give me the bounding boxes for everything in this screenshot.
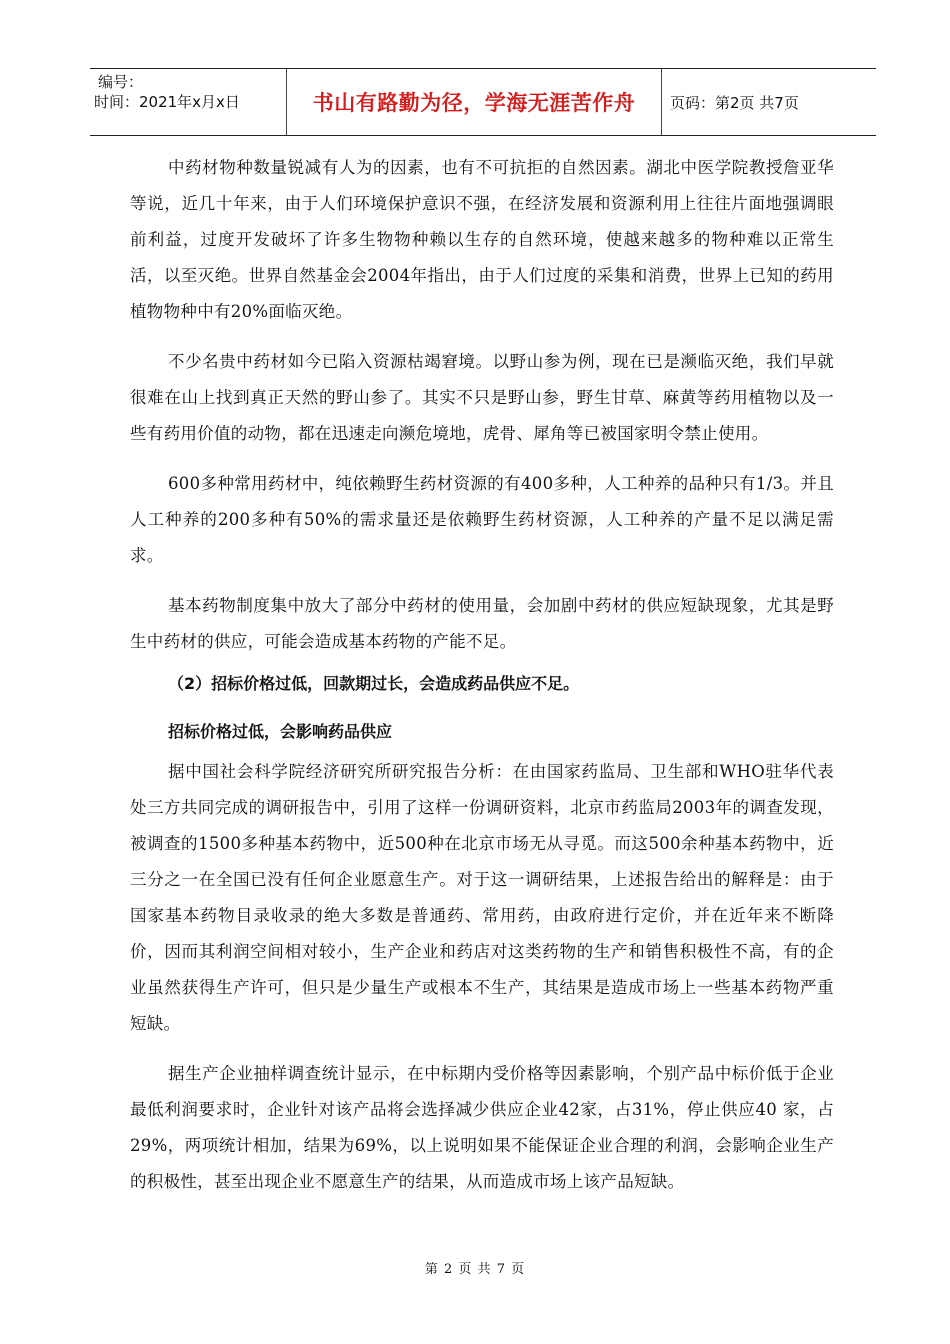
header-meta-cell xyxy=(90,69,287,135)
document-body xyxy=(130,150,834,1200)
section-heading: （2）招标价格过低，回款期过长，会造成药品供应不足。 xyxy=(168,674,580,693)
body-paragraph: 据中国社会科学院经济研究所研究报告分析：在由国家药监局、卫生部和WHO驻华代表处三方共同完成的调研报告中，引用了这样一份调研资料，北京市药监局2003年的调查发现，被调查的1500多种基本药物中，近500种在北京市场无从寻觅。而这500余种基本药物中，近三分之一在全国已没有任何企业愿意生产。对于这一调研结果，上述报告给出的解释是：由于国家基本药物目录收录的绝大多数是普通药、常用药，由政府进行定价，并在近年来不断降价，因而其利润空间相对较小，生产企业和药店对这类药物的生产和销售积极性不高，有的企业虽然获得生产许可，但只是少量生产或根本不生产，其结果是造成市场上一些基本药物严重短缺。 xyxy=(130,762,834,1033)
document-date-label: 时间：2021年x月x日 xyxy=(94,93,240,111)
header-page-cell xyxy=(662,69,876,135)
header-motto: 书山有路勤为径，学海无涯苦作舟 xyxy=(312,91,636,115)
body-paragraph: 不少名贵中药材如今已陷入资源枯竭窘境。以野山参为例，现在已是濒临灭绝，我们早就很难在山上找到真正天然的野山参了。其实不只是野山参，野生甘草、麻黄等药用植物以及一些有药用价值的动物，都在迅速走向濒危境地，虎骨、犀角等已被国家明令禁止使用。 xyxy=(130,352,834,443)
page-footer: 第 2 页 共 7 页 xyxy=(424,1262,526,1277)
page-header xyxy=(90,68,876,136)
document-number-label: 编号： xyxy=(98,73,144,91)
body-paragraph: 基本药物制度集中放大了部分中药材的使用量，会加剧中药材的供应短缺现象，尤其是野生中药材的供应，可能会造成基本药物的产能不足。 xyxy=(130,596,834,651)
body-paragraph: 中药材物种数量锐减有人为的因素，也有不可抗拒的自然因素。湖北中医学院教授詹亚华等说，近几十年来，由于人们环境保护意识不强，在经济发展和资源利用上往往片面地强调眼前利益，过度开发破坏了许多生物物种赖以生存的自然环境，使越来越多的物种难以正常生活，以至灭绝。世界自然基金会2004年指出，由于人们过度的采集和消费，世界上已知的药用植物物种中有20%面临灭绝。 xyxy=(130,158,834,321)
subsection-heading: 招标价格过低，会影响药品供应 xyxy=(168,722,393,741)
header-page-number: 页码：第2页 共7页 xyxy=(670,93,799,112)
body-paragraph: 600多种常用药材中，纯依赖野生药材资源的有400多种，人工种养的品种只有1/3。并且人工种养的200多种有50%的需求量还是依赖野生药材资源，人工种养的产量不足以满足需求。 xyxy=(130,474,834,565)
header-motto-cell xyxy=(287,69,662,135)
body-paragraph: 据生产企业抽样调查统计显示，在中标期内受价格等因素影响，个别产品中标价低于企业最低利润要求时，企业针对该产品将会选择减少供应企业42家，占31%，停止供应40 家，占29%，两项统计相加，结果为69%，以上说明如果不能保证企业合理的利润，会影响企业生产的积极性，甚至出现企业不愿意生产的结果，从而造成市场上该产品短缺。 xyxy=(130,1064,835,1191)
